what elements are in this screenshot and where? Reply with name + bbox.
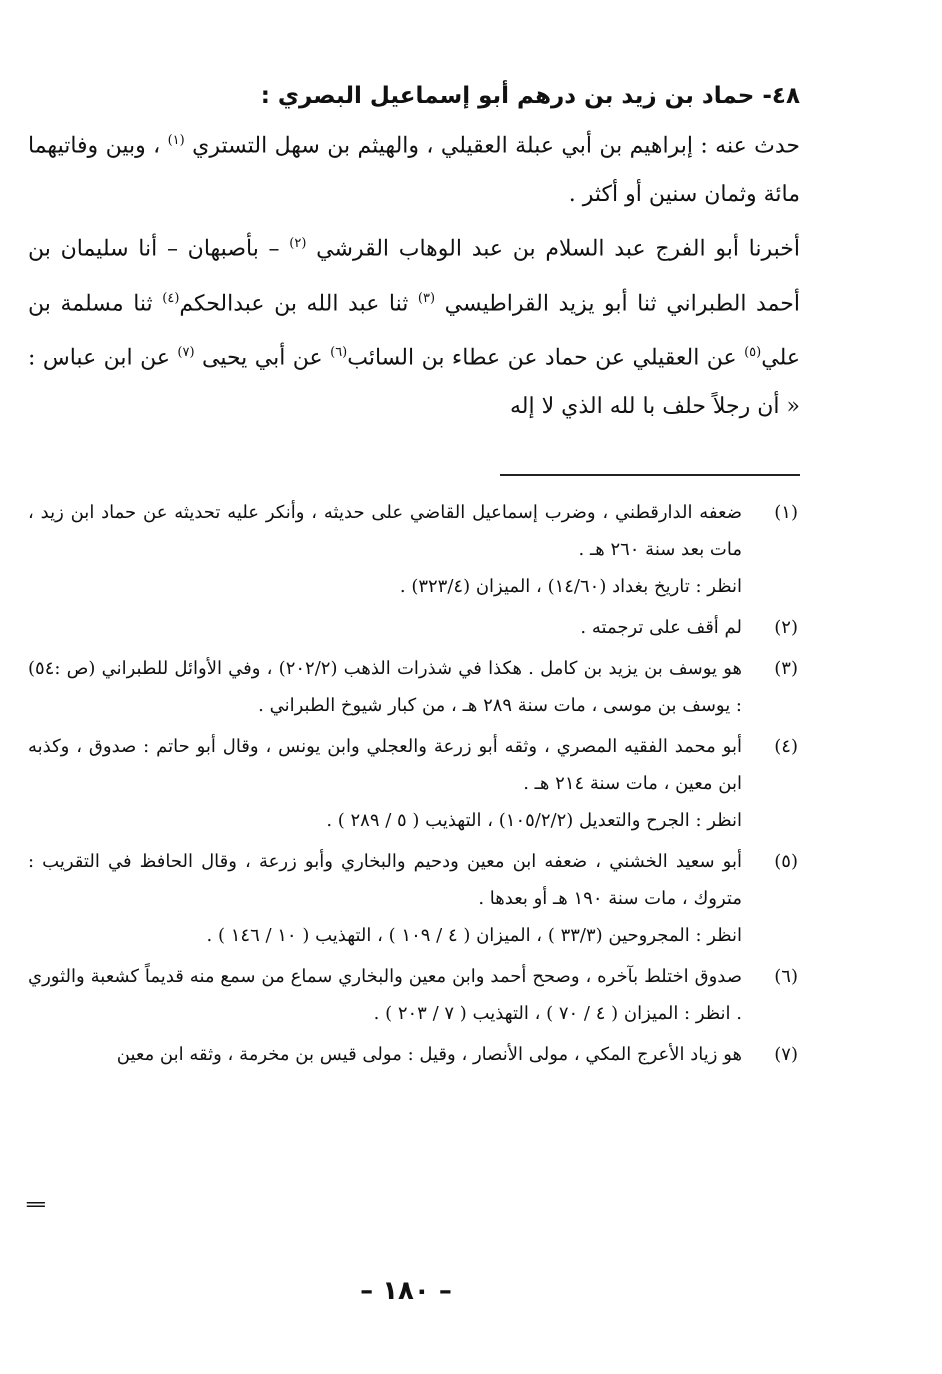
- footnote: [28, 843, 800, 954]
- text-run: عن العقيلي عن حماد عن عطاء بن السائب: [347, 345, 745, 371]
- footnote-number: (٥): [774, 851, 798, 872]
- text-run: حدث عنه : إبراهيم بن أبي عبلة العقيلي ، والهيثم بن سهل التستري: [184, 133, 800, 159]
- footnote-number: (١): [774, 502, 798, 523]
- footnote-reference: (٢): [289, 236, 307, 252]
- text-run: ثنا عبد الله بن عبدالحكم: [179, 290, 418, 316]
- text-run: ، وبين وفاتيهما مائة وثمان سنين أو أكثر .: [28, 133, 800, 208]
- footnote-reference: (٦): [330, 344, 348, 360]
- footnote-reference: (١): [167, 133, 185, 148]
- footnote-number: (٤): [774, 736, 798, 757]
- footnote-text: لم أقف على ترجمته .: [580, 617, 742, 638]
- footnote-reference: (٥): [744, 344, 762, 360]
- main-text: [28, 76, 800, 431]
- footnote-number: (٦): [774, 966, 798, 987]
- footnote: [28, 609, 800, 646]
- text-run: أخبرنا أبو الفرج عبد السلام بن عبد الوهاب القرشي: [306, 236, 800, 262]
- footnote: [28, 494, 800, 605]
- footnote-reference: (٤): [162, 290, 180, 306]
- footnote: [28, 958, 800, 1032]
- footnote-text: هو زياد الأعرج المكي ، مولى الأنصار ، وقيل : مولى قيس بن مخرمة ، وثقه ابن معين: [116, 1044, 742, 1065]
- body-paragraph: [28, 116, 800, 219]
- footnote-separator: [500, 474, 800, 476]
- footnote-number: (٧): [774, 1044, 798, 1065]
- entry-heading: ٤٨- حماد بن زيد بن درهم أبو إسماعيل البصري :: [260, 83, 800, 109]
- page-number: – ١٨٠ –: [360, 1276, 452, 1306]
- footnote-text: أبو محمد الفقيه المصري ، وثقه أبو زرعة والعجلي وابن يونس ، وقال أبو حاتم : صدوق ، وكذبه ابن معين ، مات سنة ٢١٤ هـ .: [28, 736, 742, 794]
- text-run: – بأصبهان – أنا سليمان بن أحمد الطبراني ثنا أبو يزيد القراطيسي: [28, 236, 800, 316]
- footnote-reference: (٧): [177, 344, 195, 360]
- body-paragraphs: [28, 116, 800, 431]
- footnote-text: انظر : الجرح والتعديل (١٠٥/٢/٢) ، التهذيب ( ٥ / ٢٨٩ ) .: [326, 810, 742, 831]
- footnote-reference: (٣): [417, 290, 436, 306]
- footnote-number: (٣): [774, 658, 798, 679]
- text-run: عن أبي يحيى: [194, 345, 331, 371]
- footnote: [28, 650, 800, 724]
- footnote-text: ضعفه الدارقطني ، وضرب إسماعيل القاضي على حديثه ، وأنكر عليه تحديثه عن حماد ابن زيد ، مات بعد سنة ٢٦٠ هـ .: [28, 502, 742, 560]
- text-run: عن ابن عباس : « أن رجلاً حلف با لله الذي لا إله: [28, 345, 800, 420]
- footnotes: [28, 494, 800, 1077]
- text-run: ثنا مسلمة بن علي: [28, 290, 800, 371]
- body-paragraph: [28, 219, 800, 431]
- footnote: [28, 1036, 800, 1073]
- continuation-mark: ==: [26, 1194, 44, 1215]
- footnote-text: انظر : المجروحين (٣٣/٣ ) ، الميزان ( ٤ / ١٠٩ ) ، التهذيب ( ١٠ / ١٤٦ ) .: [206, 925, 742, 946]
- footnote-text: هو يوسف بن يزيد بن كامل . هكذا في شذرات الذهب (٢٠٢/٢) ، وفي الأوائل للطبراني (ص :٥٤) : يوسف بن موسى ، مات سنة ٢٨٩ هـ ، من كبار شيوخ الطبراني .: [28, 658, 742, 716]
- footnote-text: صدوق اختلط بآخره ، وصحح أحمد وابن معين والبخاري سماع من سمع منه قديماً كشعبة والثوري . انظر : الميزان ( ٤ / ٧٠ ) ، التهذيب ( ٧ / ٢٠٣ ) .: [28, 966, 742, 1024]
- footnote-number: (٢): [774, 617, 798, 638]
- footnote: [28, 728, 800, 839]
- footnote-text: انظر : تاريخ بغداد (١٤/٦٠) ، الميزان (٣٢٣/٤) .: [399, 576, 742, 597]
- footnote-text: أبو سعيد الخشني ، ضعفه ابن معين ودحيم والبخاري وأبو زرعة ، وقال الحافظ في التقريب : متروك ، مات سنة ١٩٠ هـ أو بعدها .: [28, 851, 742, 909]
